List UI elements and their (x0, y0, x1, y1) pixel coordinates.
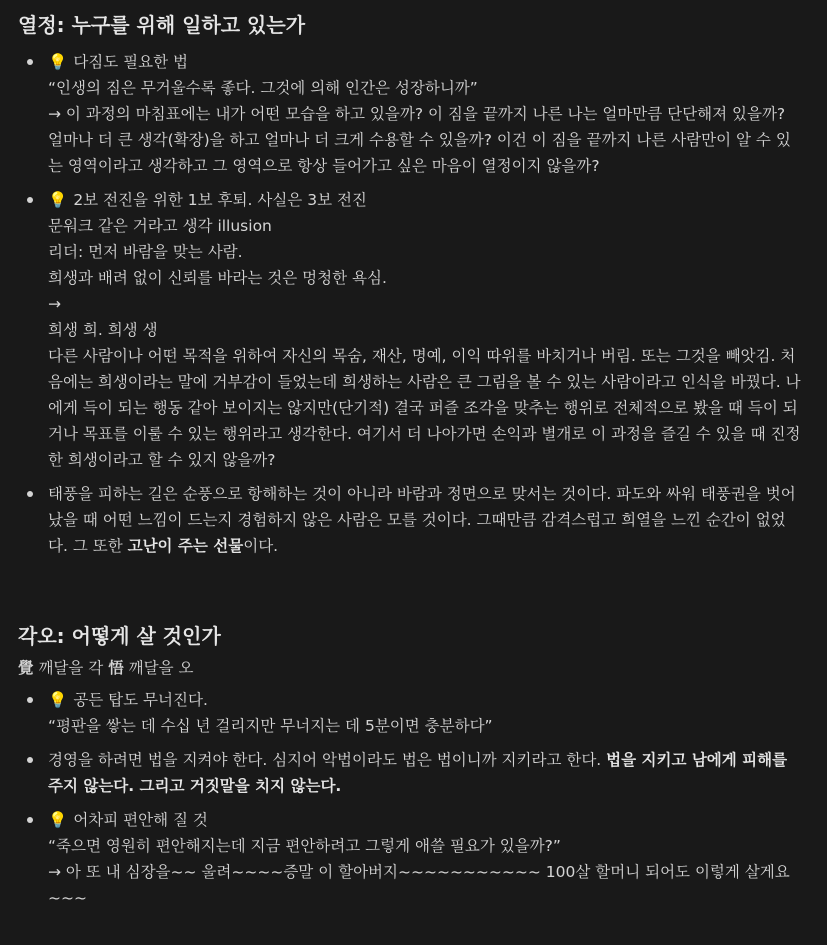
callout-title: 💡 공든 탑도 무너진다. (48, 687, 803, 713)
section-heading-resolve: 각오: 어떻게 살 것인가 (18, 624, 221, 648)
list-item (18, 747, 803, 799)
body-line: 문워크 같은 거라고 생각 illusion (48, 217, 272, 235)
lightbulb-icon: 💡 (48, 53, 68, 71)
list-item (18, 687, 803, 739)
body-text: 경영을 하려면 법을 지켜야 한다. 심지어 악법이라도 법은 법이니까 지키라고 한다. 법을 지키고 남에게 피해를 주지 않는다. 그리고 거짓말을 치지 않는다. (48, 751, 788, 795)
body-line: 희생 희. 희생 생 (48, 321, 158, 339)
body-line: 리더: 먼저 바람을 맞는 사람. (48, 243, 243, 261)
arrow-line: → (48, 295, 61, 313)
list-item (18, 49, 803, 179)
list-item (18, 807, 803, 911)
body-text: → 이 과정의 마침표에는 내가 어떤 모습을 하고 있을까? 이 짐을 끝까지 나른 나는 얼마만큼 단단해져 있을까? 얼마나 더 큰 생각(확장)을 하고 얼마나 더 크게 수용할 수 있을까? 이건 이 짐을 끝까지 나른 사람만이 알 수 있는 영역이라고 생각하고 그 영역으로 항상 들어가고 싶은 마음이 열정이지 않을까? (48, 105, 791, 175)
quote-text: “평판을 쌓는 데 수십 년 걸리지만 무너지는 데 5분이면 충분하다” (48, 717, 493, 735)
lightbulb-icon: 💡 (48, 811, 68, 829)
hanja-char: 悟 (108, 659, 124, 677)
list-item (18, 481, 803, 559)
callout-title: 💡 다짐도 필요한 법 (48, 49, 803, 75)
lightbulb-icon: 💡 (48, 691, 68, 709)
callout-title: 💡 2보 전진을 위한 1보 후퇴. 사실은 3보 전진 (48, 187, 803, 213)
body-text: → 아 또 내 심장을~~ 울려~~~~증말 이 할아버지~~~~~~~~~~~ 100살 할머니 되어도 이렇게 살게요~~~ (48, 863, 790, 907)
body-text: 태풍을 피하는 길은 순풍으로 항해하는 것이 아니라 바람과 정면으로 맞서는 것이다. 파도와 싸워 태풍권을 벗어 났을 때 어떤 느낌이 드는지 경험하지 않은 사람은 모를 것이다. 그때만큼 감격스럽고 희열을 느낀 순간이 없었다. 그 또한 고난이 주는 선물이다. (48, 485, 796, 555)
passion-list (18, 49, 803, 559)
hanja-char: 覺 (18, 659, 34, 677)
bold-text: 고난이 주는 선물 (127, 537, 244, 555)
list-item (18, 187, 803, 473)
quote-text: “인생의 짐은 무거울수록 좋다. 그것에 의해 인간은 성장하니까” (48, 79, 478, 97)
body-line: 희생과 배려 없이 신뢰를 바라는 것은 멍청한 욕심. (48, 269, 387, 287)
callout-title: 💡 어차피 편안해 질 것 (48, 807, 803, 833)
quote-text: “죽으면 영원히 편안해지는데 지금 편안하려고 그렇게 애쓸 필요가 있을까?” (48, 837, 561, 855)
body-text: 다른 사람이나 어떤 목적을 위하여 자신의 목숨, 재산, 명예, 이익 따위를 바치거나 버림. 또는 그것을 빼앗김. 처음에는 희생이라는 말에 거부감이 들었는데 희생하는 사람은 큰 그림을 볼 수 있는 사람이라고 인식을 바꿨다. 나에게 득이 되는 행동 같아 보이지는 않지만(단기적) 결국 퍼즐 조각을 맞추는 행위로 전체적으로 봤을 때 득이 되거나 목표를 이룰 수 있는 행위라고 생각한다. 여기서 더 나아가면 손익과 별개로 이 과정을 즐길 수 있을 때 진정한 희생이라고 할 수 있지 않을까? (48, 347, 801, 469)
bold-text: 법을 지키고 남에게 피해를 주지 않는다. 그리고 거짓말을 치지 않는다. (48, 751, 788, 795)
resolve-list (18, 687, 803, 911)
hanja-subtitle: 覺 깨달을 각 悟 깨달을 오 (18, 659, 194, 677)
section-heading-passion: 열정: 누구를 위해 일하고 있는가 (18, 13, 306, 37)
lightbulb-icon: 💡 (48, 191, 68, 209)
